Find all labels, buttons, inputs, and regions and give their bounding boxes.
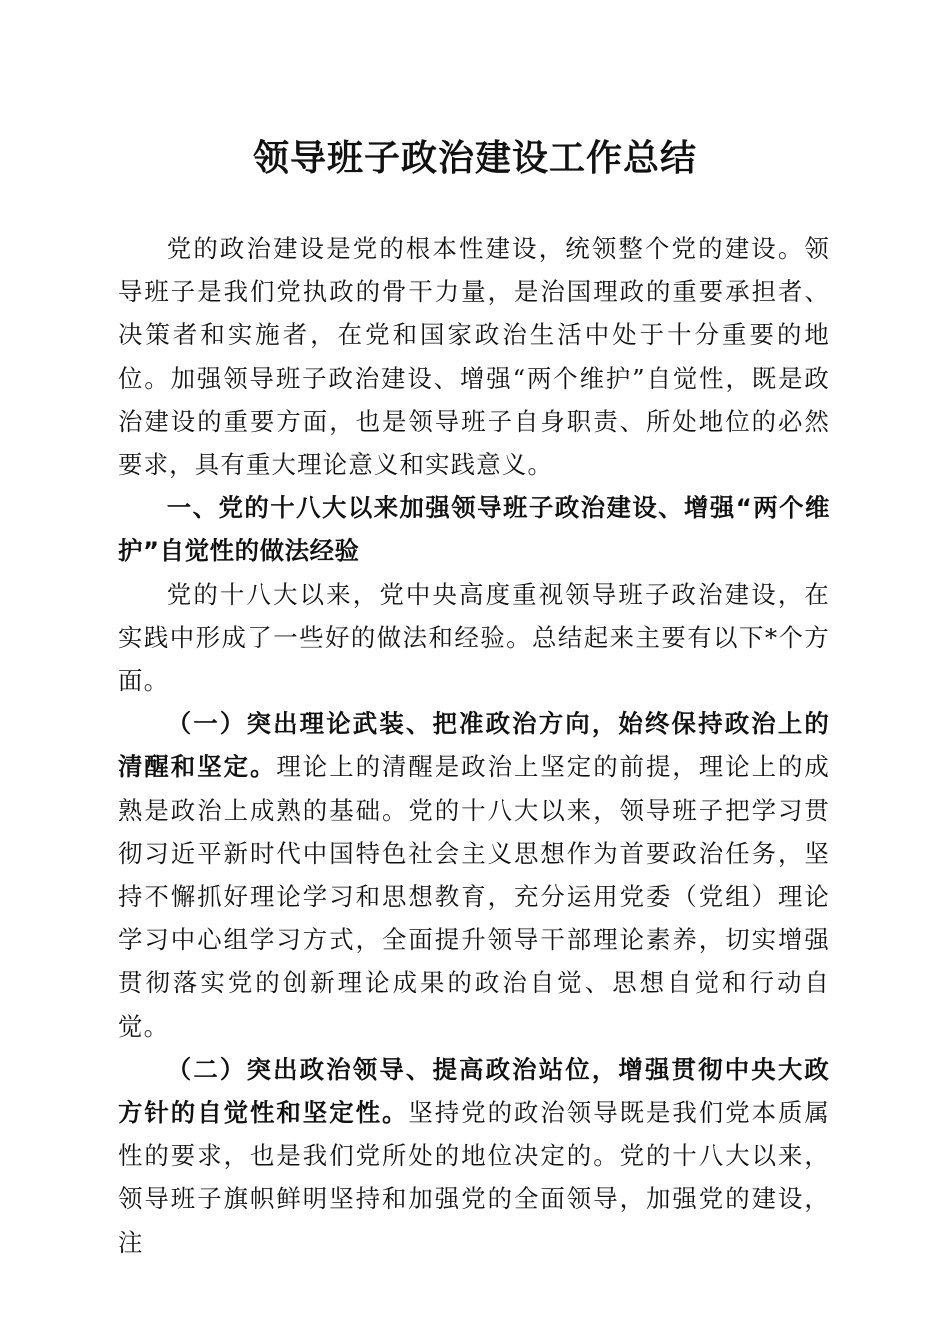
intro-paragraph: 党的政治建设是党的根本性建设，统领整个党的建设。领导班子是我们党执政的骨干力量，是治国理政的重要承担者、决策者和实施者，在党和国家政治生活中处于十分重要的地位。加强领导班子政治建设、增强“两个维护”自觉性，既是政治建设的重要方面，也是领导班子自身职责、所处地位的必然要求，具有重大理论意义和实践意义。 bbox=[118, 234, 830, 480]
section-heading-1: 一、党的十八大以来加强领导班子政治建设、增强“两个维护”自觉性的做法经验 bbox=[118, 493, 830, 566]
subsection-2-paragraph bbox=[118, 1048, 830, 1264]
document-body bbox=[118, 227, 830, 1264]
document-title: 领导班子政治建设工作总结 bbox=[252, 137, 697, 179]
subsection-1-paragraph bbox=[118, 702, 830, 1048]
section-1-intro-paragraph: 党的十八大以来，党中央高度重视领导班子政治建设，在实践中形成了一些好的做法和经验。总结起来主要有以下*个方面。 bbox=[118, 579, 830, 696]
subsection-2-text: 坚持党的政治领导既是我们党本质属性的要求，也是我们党所处的地位决定的。党的十八大以来，领导班子旗帜鲜明坚持和加强党的全面领导，加强党的建设，注 bbox=[118, 1098, 830, 1257]
subsection-2-lead: （二）突出政治领导、提高政治站位，增强贯彻中央大政方针的自觉性和坚定性。 bbox=[118, 1054, 830, 1128]
subsection-1-text: 理论上的清醒是政治上坚定的前提，理论上的成熟是政治上成熟的基础。党的十八大以来，领导班子把学习贯彻习近平新时代中国特色社会主义思想作为首要政治任务，坚持不懈抓好理论学习和思想教育，充分运用党委（党组）理论学习中心组学习方式，全面提升领导干部理论素养，切实增强贯彻落实党的创新理论成果的政治自觉、思想自觉和行动自觉。 bbox=[118, 752, 831, 1041]
subsection-1-lead: （一）突出理论武装、把准政治方向，始终保持政治上的清醒和坚定。 bbox=[118, 709, 830, 782]
